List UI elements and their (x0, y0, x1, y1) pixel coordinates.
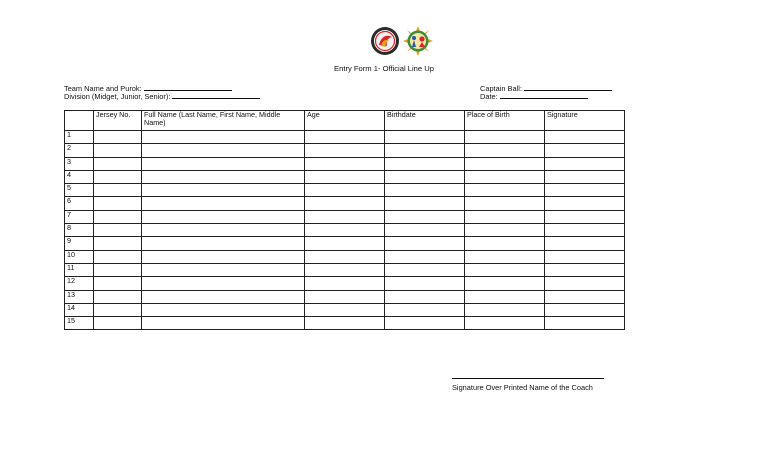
age-cell (305, 317, 385, 330)
jersey-no-cell (94, 170, 142, 183)
team-name-label: Team Name and Purok: (64, 84, 142, 93)
row-number: 1 (65, 131, 94, 144)
place-of-birth-cell (465, 157, 545, 170)
signature-cell (545, 157, 625, 170)
jersey-no-cell (94, 263, 142, 276)
date-label: Date: (480, 92, 498, 101)
place-of-birth-cell (465, 250, 545, 263)
age-cell (305, 144, 385, 157)
table-header-row (65, 111, 625, 131)
table-row (65, 290, 625, 303)
team-name-blank (144, 84, 232, 91)
place-of-birth-cell (465, 290, 545, 303)
signature-cell (545, 144, 625, 157)
jersey-no-cell (94, 224, 142, 237)
row-number: 10 (65, 250, 94, 263)
captain-ball-blank (524, 84, 612, 91)
place-of-birth-cell (465, 144, 545, 157)
age-cell (305, 250, 385, 263)
age-cell (305, 210, 385, 223)
place-of-birth-cell (465, 170, 545, 183)
division-label: Division (Midget, Junior, Senior): (64, 92, 171, 101)
table-row (65, 144, 625, 157)
division-field (64, 92, 260, 101)
column-header-place-of-birth: Place of Birth (465, 111, 545, 131)
date-field (480, 92, 588, 101)
jersey-no-cell (94, 290, 142, 303)
coach-signature-line (452, 378, 604, 379)
jersey-no-cell (94, 277, 142, 290)
birthdate-cell (385, 131, 465, 144)
full-name-cell (142, 170, 305, 183)
age-cell (305, 263, 385, 276)
birthdate-cell (385, 144, 465, 157)
age-cell (305, 224, 385, 237)
signature-cell (545, 237, 625, 250)
table-row (65, 157, 625, 170)
table-row (65, 250, 625, 263)
signature-cell (545, 277, 625, 290)
table-row (65, 303, 625, 316)
signature-cell (545, 317, 625, 330)
full-name-cell (142, 250, 305, 263)
logo-group (370, 26, 434, 56)
birthdate-cell (385, 290, 465, 303)
form-title: Entry Form 1- Official Line Up (334, 64, 434, 73)
age-cell (305, 157, 385, 170)
table-row (65, 197, 625, 210)
place-of-birth-cell (465, 263, 545, 276)
captain-ball-label: Captain Ball: (480, 84, 522, 93)
birthdate-cell (385, 263, 465, 276)
full-name-cell (142, 303, 305, 316)
signature-cell (545, 290, 625, 303)
signature-cell (545, 263, 625, 276)
row-number: 4 (65, 170, 94, 183)
age-cell (305, 277, 385, 290)
full-name-cell (142, 263, 305, 276)
table-row (65, 224, 625, 237)
jersey-no-cell (94, 303, 142, 316)
signature-cell (545, 224, 625, 237)
signature-cell (545, 184, 625, 197)
place-of-birth-cell (465, 210, 545, 223)
signature-cell (545, 197, 625, 210)
division-blank (172, 92, 260, 99)
place-of-birth-cell (465, 303, 545, 316)
row-number: 9 (65, 237, 94, 250)
row-number: 2 (65, 144, 94, 157)
place-of-birth-cell (465, 277, 545, 290)
row-number: 7 (65, 210, 94, 223)
signature-cell (545, 210, 625, 223)
place-of-birth-cell (465, 317, 545, 330)
column-header-jersey-no: Jersey No. (94, 111, 142, 131)
row-number: 12 (65, 277, 94, 290)
table-row (65, 184, 625, 197)
birthdate-cell (385, 224, 465, 237)
birthdate-cell (385, 303, 465, 316)
jersey-no-cell (94, 157, 142, 170)
full-name-cell (142, 290, 305, 303)
league-seal-icon (370, 26, 400, 56)
table-row (65, 131, 625, 144)
age-cell (305, 131, 385, 144)
age-cell (305, 170, 385, 183)
table-body (65, 131, 625, 330)
table-row (65, 210, 625, 223)
place-of-birth-cell (465, 131, 545, 144)
jersey-no-cell (94, 144, 142, 157)
age-cell (305, 290, 385, 303)
age-cell (305, 184, 385, 197)
jersey-no-cell (94, 210, 142, 223)
birthdate-cell (385, 250, 465, 263)
jersey-no-cell (94, 250, 142, 263)
signature-cell (545, 250, 625, 263)
full-name-cell (142, 237, 305, 250)
full-name-cell (142, 224, 305, 237)
full-name-cell (142, 157, 305, 170)
column-header-birthdate: Birthdate (385, 111, 465, 131)
age-cell (305, 197, 385, 210)
full-name-cell (142, 184, 305, 197)
birthdate-cell (385, 184, 465, 197)
place-of-birth-cell (465, 197, 545, 210)
birthdate-cell (385, 210, 465, 223)
full-name-cell (142, 144, 305, 157)
birthdate-cell (385, 157, 465, 170)
jersey-no-cell (94, 131, 142, 144)
table-row (65, 317, 625, 330)
full-name-cell (142, 197, 305, 210)
row-number: 14 (65, 303, 94, 316)
full-name-cell (142, 131, 305, 144)
date-blank (500, 92, 588, 99)
column-header-full-name: Full Name (Last Name, First Name, Middle Name) (142, 111, 305, 131)
jersey-no-cell (94, 237, 142, 250)
table-row (65, 263, 625, 276)
column-header-age: Age (305, 111, 385, 131)
coach-signature-label: Signature Over Printed Name of the Coach (452, 383, 593, 392)
birthdate-cell (385, 237, 465, 250)
row-number: 13 (65, 290, 94, 303)
row-number: 11 (65, 263, 94, 276)
birthdate-cell (385, 277, 465, 290)
jersey-no-cell (94, 184, 142, 197)
barangay-seal-icon (403, 26, 433, 56)
signature-cell (545, 170, 625, 183)
column-header-number (65, 111, 94, 131)
full-name-cell (142, 317, 305, 330)
birthdate-cell (385, 170, 465, 183)
row-number: 5 (65, 184, 94, 197)
age-cell (305, 303, 385, 316)
place-of-birth-cell (465, 237, 545, 250)
signature-cell (545, 131, 625, 144)
jersey-no-cell (94, 317, 142, 330)
birthdate-cell (385, 317, 465, 330)
row-number: 3 (65, 157, 94, 170)
place-of-birth-cell (465, 224, 545, 237)
lineup-table (64, 110, 625, 330)
table-row (65, 237, 625, 250)
jersey-no-cell (94, 197, 142, 210)
table-row (65, 277, 625, 290)
column-header-signature: Signature (545, 111, 625, 131)
age-cell (305, 237, 385, 250)
full-name-cell (142, 277, 305, 290)
row-number: 15 (65, 317, 94, 330)
row-number: 6 (65, 197, 94, 210)
signature-cell (545, 303, 625, 316)
row-number: 8 (65, 224, 94, 237)
full-name-cell (142, 210, 305, 223)
place-of-birth-cell (465, 184, 545, 197)
birthdate-cell (385, 197, 465, 210)
table-row (65, 170, 625, 183)
